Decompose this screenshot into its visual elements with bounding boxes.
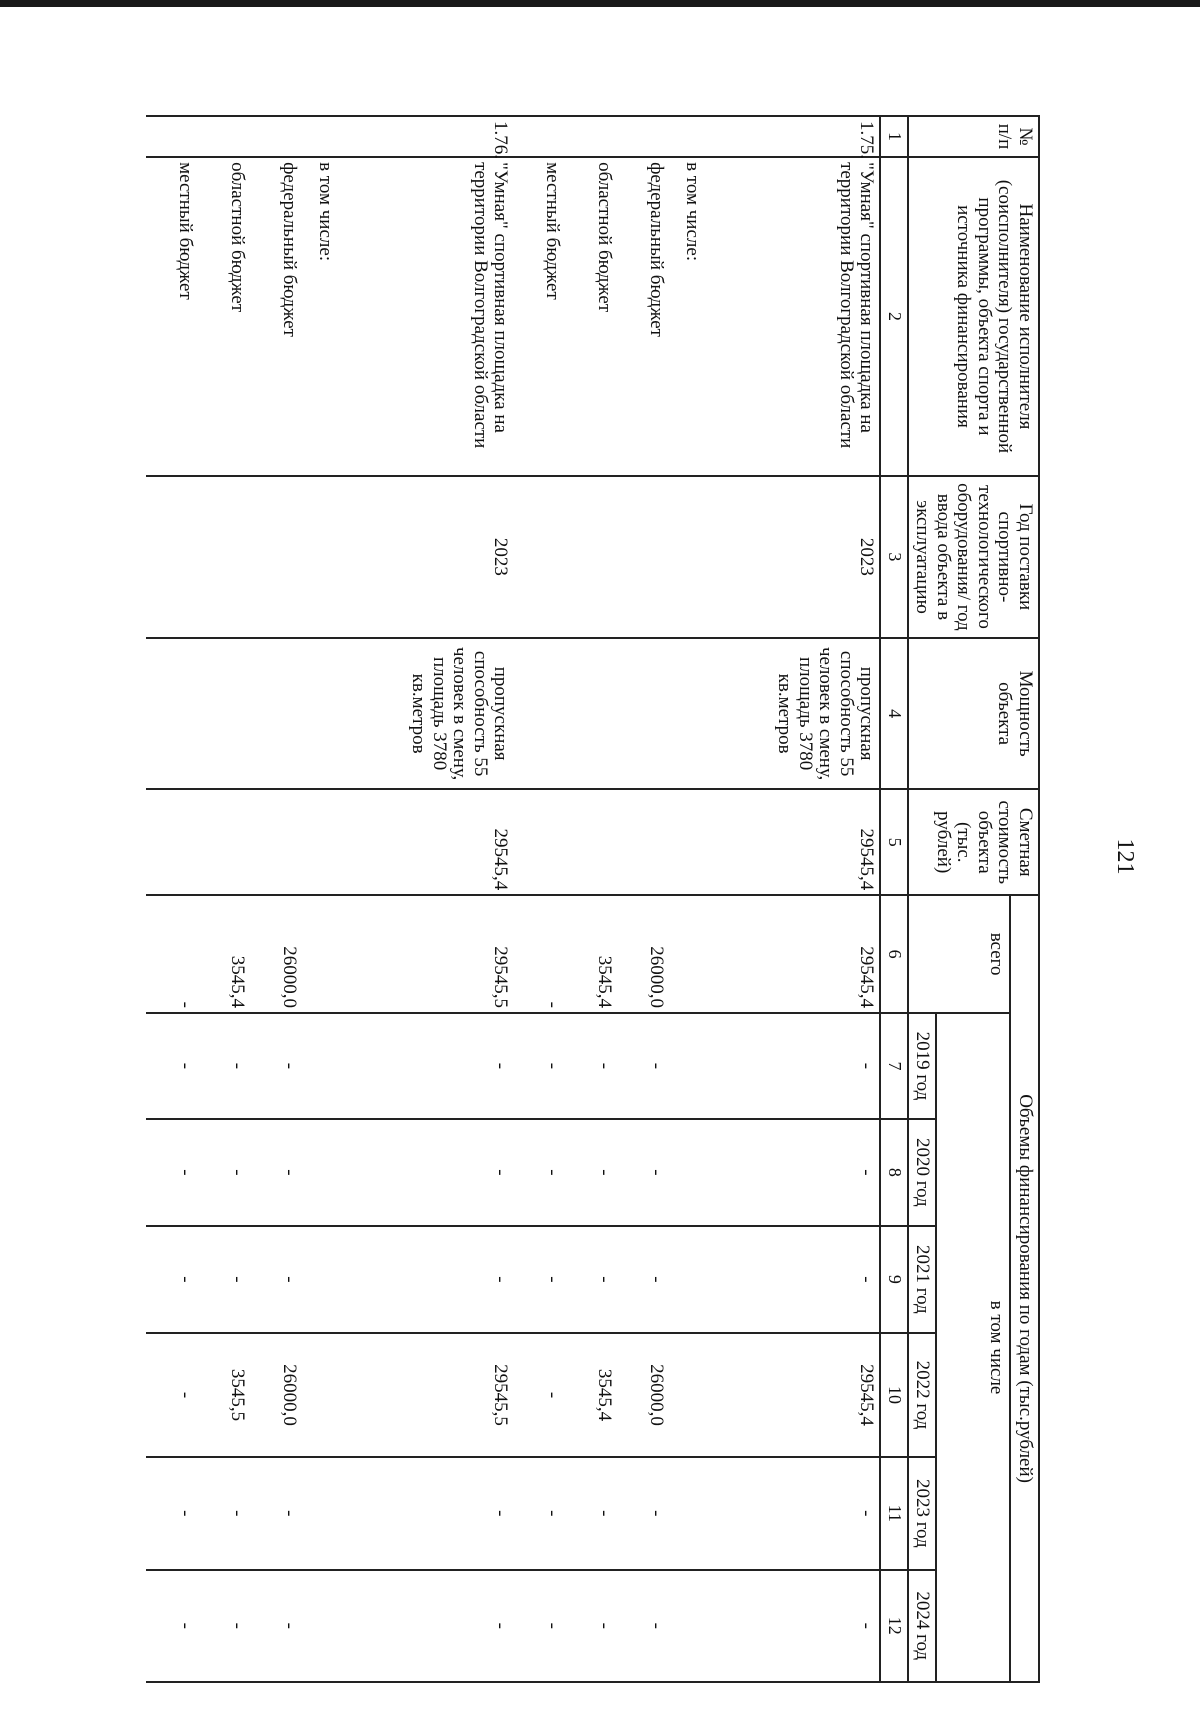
- budget-total: 3545,4: [198, 895, 250, 1013]
- empty-cell: [565, 476, 617, 638]
- row-spacer: [513, 116, 565, 157]
- commissioning-year: 2023: [705, 476, 880, 638]
- row-number: 1.75.: [705, 116, 880, 157]
- header-cost: Сметная стоимость объекта (тыс. рублей): [908, 789, 1039, 895]
- column-number: 11: [880, 1457, 907, 1569]
- budget-y2022: 26000,0: [617, 1333, 669, 1457]
- empty-cell: [669, 1226, 705, 1333]
- budget-y2022: 3545,4: [565, 1333, 617, 1457]
- empty-cell: [302, 476, 338, 638]
- funding-table: [146, 115, 1040, 1683]
- empty-cell: [669, 789, 705, 895]
- empty-cell: [146, 789, 198, 895]
- column-number: 4: [880, 638, 907, 789]
- empty-cell: [302, 789, 338, 895]
- empty-cell: [146, 638, 198, 789]
- funding-y2021: -: [705, 1226, 880, 1333]
- empty-cell: [669, 895, 705, 1013]
- budget-y2019: -: [146, 1013, 198, 1119]
- budget-source-row: [250, 116, 302, 1682]
- budget-y2023: -: [513, 1457, 565, 1569]
- table-row: [705, 116, 880, 1682]
- budget-source-label: федеральный бюджет: [250, 157, 302, 476]
- object-name: "Умная" спортивная площадка на территории Волгоградской области: [338, 157, 513, 476]
- budget-y2024: -: [565, 1570, 617, 1682]
- budget-source-row: [513, 116, 565, 1682]
- object-capacity: пропускная способность 55 человек в смену, площадь 3780 кв.метров: [705, 638, 880, 789]
- empty-cell: [198, 638, 250, 789]
- column-number: 12: [880, 1570, 907, 1682]
- empty-cell: [513, 638, 565, 789]
- budget-y2024: -: [250, 1570, 302, 1682]
- header-year-2023: 2023 год: [908, 1457, 937, 1569]
- budget-source-label: областной бюджет: [198, 157, 250, 476]
- budget-y2023: -: [198, 1457, 250, 1569]
- funding-total: 29545,5: [338, 895, 513, 1013]
- budget-y2019: -: [513, 1013, 565, 1119]
- empty-cell: [250, 476, 302, 638]
- including-row: [669, 116, 705, 1682]
- header-year-2019: 2019 год: [908, 1013, 937, 1119]
- budget-y2022: -: [146, 1333, 198, 1457]
- budget-y2024: -: [198, 1570, 250, 1682]
- column-number: 9: [880, 1226, 907, 1333]
- column-number: 3: [880, 476, 907, 638]
- header-year-2021: 2021 год: [908, 1226, 937, 1333]
- budget-total: -: [146, 895, 198, 1013]
- header-num: № п/п: [908, 116, 1039, 157]
- budget-y2020: -: [617, 1119, 669, 1226]
- budget-y2021: -: [513, 1226, 565, 1333]
- column-number: 10: [880, 1333, 907, 1457]
- empty-cell: [669, 476, 705, 638]
- empty-cell: [565, 789, 617, 895]
- funding-y2022: 29545,5: [338, 1333, 513, 1457]
- empty-cell: [250, 638, 302, 789]
- funding-y2022: 29545,4: [705, 1333, 880, 1457]
- empty-cell: [669, 638, 705, 789]
- empty-cell: [669, 1013, 705, 1119]
- budget-y2023: -: [146, 1457, 198, 1569]
- empty-cell: [146, 476, 198, 638]
- budget-source-label: федеральный бюджет: [617, 157, 669, 476]
- budget-y2019: -: [250, 1013, 302, 1119]
- empty-cell: [669, 1333, 705, 1457]
- budget-y2020: -: [146, 1119, 198, 1226]
- empty-cell: [617, 476, 669, 638]
- budget-y2023: -: [565, 1457, 617, 1569]
- row-spacer: [565, 116, 617, 157]
- budget-y2021: -: [250, 1226, 302, 1333]
- empty-cell: [669, 1570, 705, 1682]
- budget-y2022: -: [513, 1333, 565, 1457]
- empty-cell: [617, 789, 669, 895]
- funding-y2020: -: [338, 1119, 513, 1226]
- header-including: в том числе: [936, 1013, 1010, 1682]
- column-number: 7: [880, 1013, 907, 1119]
- header-funding-group: Объемы финансирования по годам (тыс.рублей): [1010, 895, 1039, 1682]
- row-spacer: [302, 116, 338, 157]
- header-total: всего: [908, 895, 1011, 1013]
- row-spacer: [146, 116, 198, 157]
- budget-source-label: местный бюджет: [513, 157, 565, 476]
- funding-y2024: -: [705, 1570, 880, 1682]
- header-year-2024: 2024 год: [908, 1570, 937, 1682]
- empty-cell: [302, 1570, 338, 1682]
- header-capacity: Мощность объекта: [908, 638, 1039, 789]
- column-number: 5: [880, 789, 907, 895]
- budget-y2020: -: [565, 1119, 617, 1226]
- page-number: 121: [1112, 838, 1138, 875]
- object-capacity: пропускная способность 55 человек в смену, площадь 3780 кв.метров: [338, 638, 513, 789]
- empty-cell: [565, 638, 617, 789]
- empty-cell: [198, 476, 250, 638]
- row-spacer: [198, 116, 250, 157]
- funding-total: 29545,4: [705, 895, 880, 1013]
- header-row: [1010, 116, 1039, 1682]
- commissioning-year: 2023: [338, 476, 513, 638]
- budget-y2024: -: [617, 1570, 669, 1682]
- funding-y2024: -: [338, 1570, 513, 1682]
- budget-source-row: [565, 116, 617, 1682]
- row-spacer: [250, 116, 302, 157]
- budget-y2021: -: [198, 1226, 250, 1333]
- budget-y2023: -: [250, 1457, 302, 1569]
- funding-y2019: -: [705, 1013, 880, 1119]
- empty-cell: [669, 1119, 705, 1226]
- row-number: 1.76.: [338, 116, 513, 157]
- column-number: 8: [880, 1119, 907, 1226]
- empty-cell: [302, 1333, 338, 1457]
- funding-y2023: -: [705, 1457, 880, 1569]
- budget-source-label: местный бюджет: [146, 157, 198, 476]
- empty-cell: [669, 1457, 705, 1569]
- budget-y2019: -: [565, 1013, 617, 1119]
- empty-cell: [302, 1457, 338, 1569]
- empty-cell: [302, 1119, 338, 1226]
- budget-y2020: -: [198, 1119, 250, 1226]
- header-name: Наименование исполнителя (соисполнителя) государственной программы, объекта спорта и источника финансирования: [908, 157, 1039, 476]
- budget-source-label: областной бюджет: [565, 157, 617, 476]
- empty-cell: [617, 638, 669, 789]
- budget-y2021: -: [565, 1226, 617, 1333]
- object-name: "Умная" спортивная площадка на территории Волгоградской области: [705, 157, 880, 476]
- header-year-2020: 2020 год: [908, 1119, 937, 1226]
- funding-y2019: -: [338, 1013, 513, 1119]
- budget-y2024: -: [146, 1570, 198, 1682]
- column-number: 2: [880, 157, 907, 476]
- header-year-2022: 2022 год: [908, 1333, 937, 1457]
- column-number: 1: [880, 116, 907, 157]
- funding-y2020: -: [705, 1119, 880, 1226]
- budget-source-row: [198, 116, 250, 1682]
- empty-cell: [302, 1226, 338, 1333]
- including-row: [302, 116, 338, 1682]
- estimated-cost: 29545,4: [338, 789, 513, 895]
- budget-source-row: [617, 116, 669, 1682]
- empty-cell: [513, 476, 565, 638]
- budget-y2022: 26000,0: [250, 1333, 302, 1457]
- budget-y2022: 3545,5: [198, 1333, 250, 1457]
- header-year: Год поставки спортивно-технологического оборудования/ год ввода объекта в эксплуатацию: [908, 476, 1039, 638]
- budget-y2019: -: [617, 1013, 669, 1119]
- table-row: [338, 116, 513, 1682]
- column-number-row: [880, 116, 907, 1682]
- estimated-cost: 29545,4: [705, 789, 880, 895]
- column-number: 6: [880, 895, 907, 1013]
- budget-y2023: -: [617, 1457, 669, 1569]
- including-label: в том числе:: [302, 157, 338, 476]
- budget-total: -: [513, 895, 565, 1013]
- including-label: в том числе:: [669, 157, 705, 476]
- budget-total: 3545,4: [565, 895, 617, 1013]
- budget-total: 26000,0: [250, 895, 302, 1013]
- empty-cell: [513, 789, 565, 895]
- budget-y2019: -: [198, 1013, 250, 1119]
- budget-total: 26000,0: [617, 895, 669, 1013]
- row-spacer: [617, 116, 669, 157]
- budget-y2020: -: [250, 1119, 302, 1226]
- row-spacer: [669, 116, 705, 157]
- funding-y2021: -: [338, 1226, 513, 1333]
- funding-y2023: -: [338, 1457, 513, 1569]
- budget-source-row: [146, 116, 198, 1682]
- empty-cell: [250, 789, 302, 895]
- empty-cell: [302, 1013, 338, 1119]
- budget-y2024: -: [513, 1570, 565, 1682]
- empty-cell: [302, 895, 338, 1013]
- empty-cell: [198, 789, 250, 895]
- empty-cell: [302, 638, 338, 789]
- budget-y2020: -: [513, 1119, 565, 1226]
- budget-y2021: -: [617, 1226, 669, 1333]
- budget-y2021: -: [146, 1226, 198, 1333]
